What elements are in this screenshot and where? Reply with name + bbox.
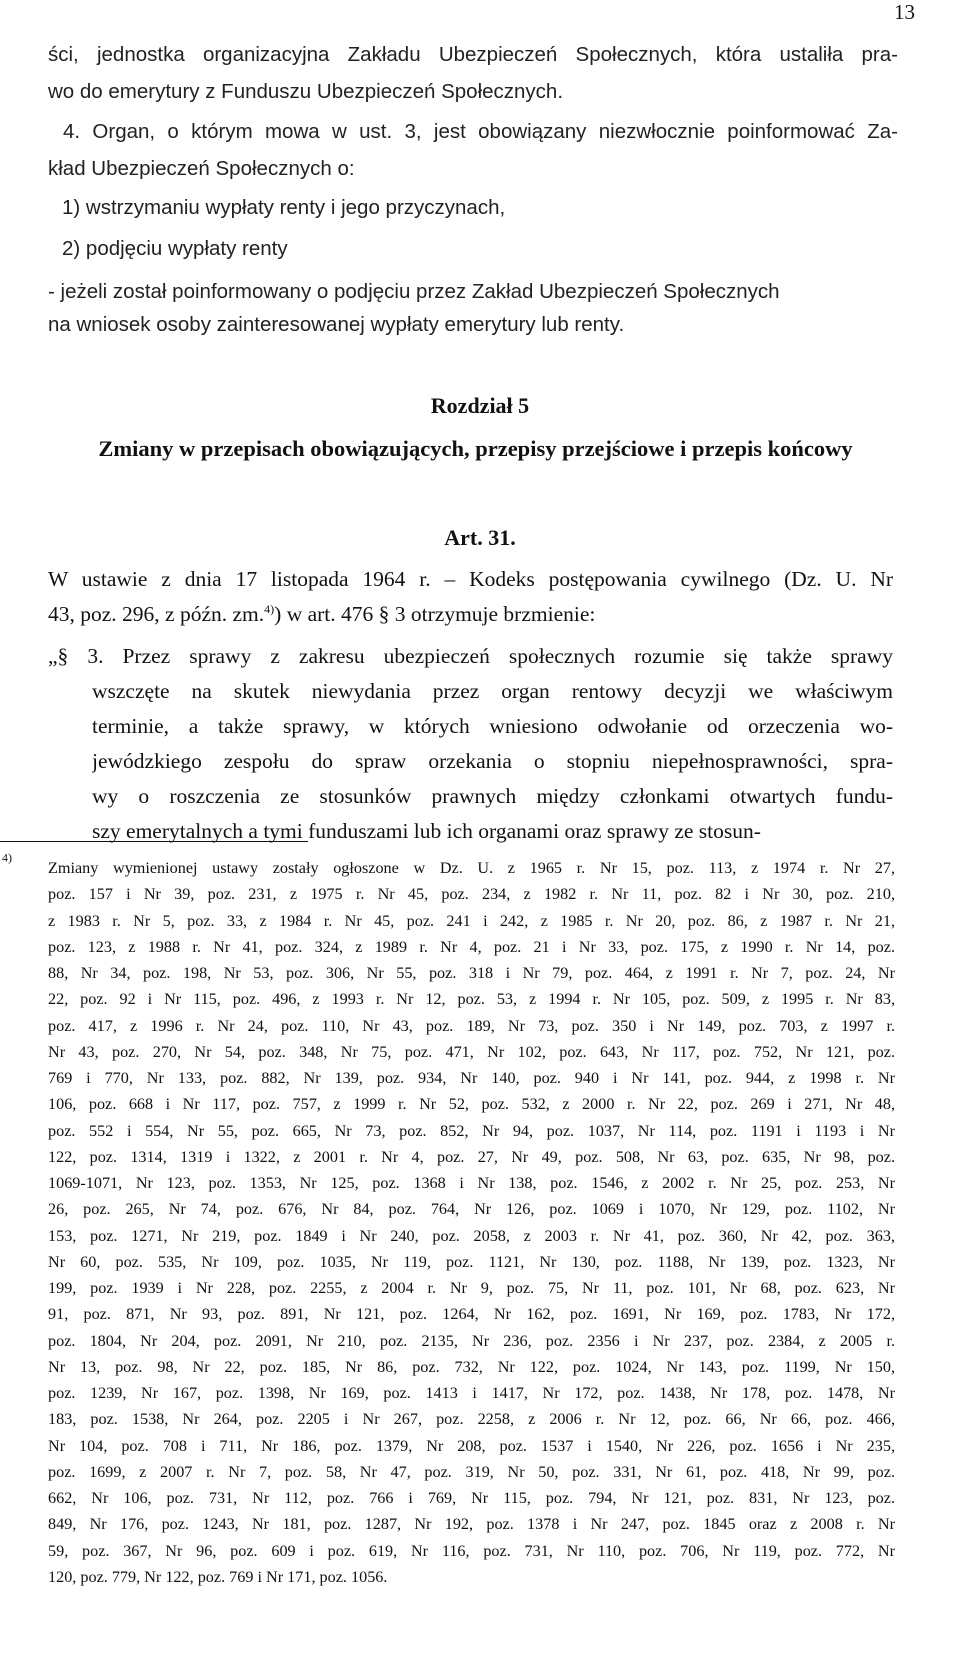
text-line: poz. 417, z 1996 r. Nr 24, poz. 110, Nr 43, poz. 189, Nr 73, poz. 350 i Nr 149, poz. 703, z 1997 r. (48, 1016, 895, 1035)
text-line: W ustawie z dnia 17 listopada 1964 r. – Kodeks postępowania cywilnego (Dz. U. Nr (48, 567, 893, 591)
footnote-reference[interactable]: 4) (264, 601, 275, 616)
article-text (48, 562, 893, 632)
text-line: Nr 13, poz. 98, Nr 22, poz. 185, Nr 86, poz. 732, Nr 122, poz. 1024, Nr 143, poz. 1199, Nr 150, (48, 1357, 895, 1376)
text-line: wo do emerytury z Funduszu Ubezpieczeń Społecznych. (48, 80, 564, 103)
text-line: poz. 1804, Nr 204, poz. 2091, Nr 210, poz. 2135, Nr 236, poz. 2356 i Nr 237, poz. 2384, z 2005 r. (48, 1331, 895, 1350)
text-line: 122, poz. 1314, 1319 i 1322, z 2001 r. Nr 4, poz. 27, Nr 49, poz. 508, Nr 63, poz. 635, Nr 98, poz. (48, 1147, 895, 1166)
text-line: ści, jednostka organizacyjna Zakładu Ubezpieczeń Społecznych, która ustaliła pra- (48, 43, 898, 66)
text-line: Nr 104, poz. 708 i 711, Nr 186, poz. 1379, Nr 208, poz. 1537 i 1540, Nr 226, poz. 1656 i Nr 235, (48, 1436, 895, 1455)
text-line: poz. 552 i 554, Nr 55, poz. 665, Nr 73, poz. 852, Nr 94, poz. 1037, Nr 114, poz. 1191 i 1193 i Nr (48, 1121, 895, 1140)
text-line: terminie, a także sprawy, w których wniesiono odwołanie od orzeczenia wo- (92, 714, 893, 738)
chapter-number: Rozdział 5 (430, 393, 530, 418)
text-line: poz. 157 i Nr 39, poz. 231, z 1975 r. Nr 45, poz. 234, z 1982 r. Nr 11, poz. 82 i Nr 30, poz. 210, (48, 885, 895, 904)
text-line: wszczęte na skutek niewydania przez organ rentowy decyzji we właściwym (92, 679, 893, 703)
quote-body (48, 674, 893, 849)
footnote-marker (2, 850, 12, 876)
text-line: 22, poz. 92 i Nr 115, poz. 496, z 1993 r. Nr 12, poz. 53, z 1994 r. Nr 105, poz. 509, z 1995 r. Nr 83, (48, 990, 895, 1009)
quoted-provision (48, 639, 893, 849)
text-line: 88, Nr 34, poz. 198, Nr 53, poz. 306, Nr 55, poz. 318 i Nr 79, poz. 464, z 1991 r. Nr 7, poz. 24, Nr (48, 964, 895, 982)
article-label: Art. 31. (444, 525, 516, 550)
text-line: 199, poz. 1939 i Nr 228, poz. 2255, z 2004 r. Nr 9, poz. 75, Nr 11, poz. 101, Nr 68, poz. 623, Nr (48, 1279, 895, 1297)
footnote-number: 4) (2, 850, 12, 865)
text-line: 59, poz. 367, Nr 96, poz. 609 i poz. 619, Nr 116, poz. 731, Nr 110, poz. 706, Nr 119, poz. 772, Nr (48, 1541, 895, 1560)
page-number: 13 (894, 0, 915, 24)
text-line: Nr 43, poz. 270, Nr 54, poz. 348, Nr 75, poz. 471, Nr 102, poz. 643, Nr 117, poz. 752, Nr 121, poz. (48, 1042, 895, 1061)
text-line: 769 i 770, Nr 133, poz. 882, Nr 139, poz. 934, Nr 140, poz. 940 i Nr 141, poz. 944, z 1998 r. Nr (48, 1069, 895, 1087)
text-line: kład Ubezpieczeń Społecznych o: (48, 157, 355, 180)
citation-text: 43, poz. 296, z późn. zm. (48, 602, 265, 626)
text-line: z 1983 r. Nr 5, poz. 33, z 1984 r. Nr 45, poz. 241 i 242, z 1985 r. Nr 20, poz. 86, z 1987 r. Nr 21, (48, 911, 895, 930)
text-line: 1069-1071, Nr 123, poz. 1353, Nr 125, poz. 1368 i Nr 138, poz. 1546, z 2002 r. Nr 25, poz. 253, Nr (48, 1174, 895, 1192)
text-line: Zmiany wymienionej ustawy zostały ogłoszone w Dz. U. z 1965 r. Nr 15, poz. 113, z 1974 r. Nr 27, (48, 859, 895, 877)
text-line: 26, poz. 265, Nr 74, poz. 676, Nr 84, poz. 764, Nr 126, poz. 1069 i 1070, Nr 129, poz. 1102, Nr (48, 1200, 895, 1219)
text-line: 120, poz. 779, Nr 122, poz. 769 i Nr 171, poz. 1056. (48, 1567, 388, 1586)
text-line: poz. 1699, z 2007 r. Nr 7, poz. 58, Nr 47, poz. 319, Nr 50, poz. 331, Nr 61, poz. 418, Nr 99, poz. (48, 1462, 895, 1481)
citation-text: ) w art. 476 § 3 otrzymuje brzmienie: (274, 602, 596, 626)
text-line: szy emerytalnych a tymi funduszami lub ich organami oraz sprawy ze stosun- (92, 819, 761, 843)
footnote-text (48, 855, 895, 1590)
text-line: 662, Nr 106, poz. 731, Nr 112, poz. 766 i 769, Nr 115, poz. 794, Nr 121, poz. 831, Nr 123, poz. (48, 1489, 895, 1507)
text-line: „§ 3. Przez sprawy z zakresu ubezpieczeń społecznych rozumie się także sprawy (48, 644, 893, 668)
text-line: wy o roszczenia ze stosunków prawnych między członkami otwartych fundu- (92, 784, 893, 808)
text-line: jewódzkiego zespołu do spraw orzekania o stopniu niepełnosprawności, spra- (92, 749, 893, 773)
text-line: poz. 1239, Nr 167, poz. 1398, Nr 169, poz. 1413 i 1417, Nr 172, poz. 1438, Nr 178, poz. 1478, Nr (48, 1384, 895, 1402)
text-line: 4. Organ, o którym mowa w ust. 3, jest obowiązany niezwłocznie poinformować Za- (63, 120, 898, 143)
list-item: 1) wstrzymaniu wypłaty renty i jego przyczynach, (62, 196, 506, 219)
list-item: 2) podjęciu wypłaty renty (62, 237, 288, 260)
text-line: na wniosek osoby zainteresowanej wypłaty emerytury lub renty. (48, 313, 625, 336)
text-line: 849, Nr 176, poz. 1243, Nr 181, poz. 1287, Nr 192, poz. 1378 i Nr 247, poz. 1845 oraz z 2008 r. Nr (48, 1515, 895, 1534)
text-line: - jeżeli został poinformowany o podjęciu przez Zakład Ubezpieczeń Społecznych (48, 280, 780, 303)
text-line: 91, poz. 871, Nr 93, poz. 891, Nr 121, poz. 1264, Nr 162, poz. 1691, Nr 169, poz. 1783, Nr 172, (48, 1305, 895, 1324)
paragraph-4 (48, 113, 898, 187)
text-line: 183, poz. 1538, Nr 264, poz. 2205 i Nr 267, poz. 2258, z 2006 r. Nr 12, poz. 66, Nr 66, poz. 466, (48, 1410, 895, 1429)
paragraph-continuation (48, 36, 898, 110)
text-line: 153, poz. 1271, Nr 219, poz. 1849 i Nr 240, poz. 2058, z 2003 r. Nr 41, poz. 360, Nr 42, poz. 363, (48, 1226, 895, 1245)
chapter-title: Zmiany w przepisach obowiązujących, przepisy przejściowe i przepis końcowy (98, 436, 853, 461)
paragraph-condition (48, 273, 898, 343)
text-line: Nr 60, poz. 535, Nr 109, poz. 1035, Nr 119, poz. 1121, Nr 130, poz. 1188, Nr 139, poz. 1323, Nr (48, 1252, 895, 1271)
footnote-separator (0, 841, 308, 842)
text-line: 106, poz. 668 i Nr 117, poz. 757, z 1999 r. Nr 52, poz. 532, z 2000 r. Nr 22, poz. 269 i 271, Nr 48, (48, 1095, 895, 1114)
text-line: poz. 123, z 1988 r. Nr 41, poz. 324, z 1989 r. Nr 4, poz. 21 i Nr 33, poz. 175, z 1990 r. Nr 14, poz. (48, 937, 895, 956)
